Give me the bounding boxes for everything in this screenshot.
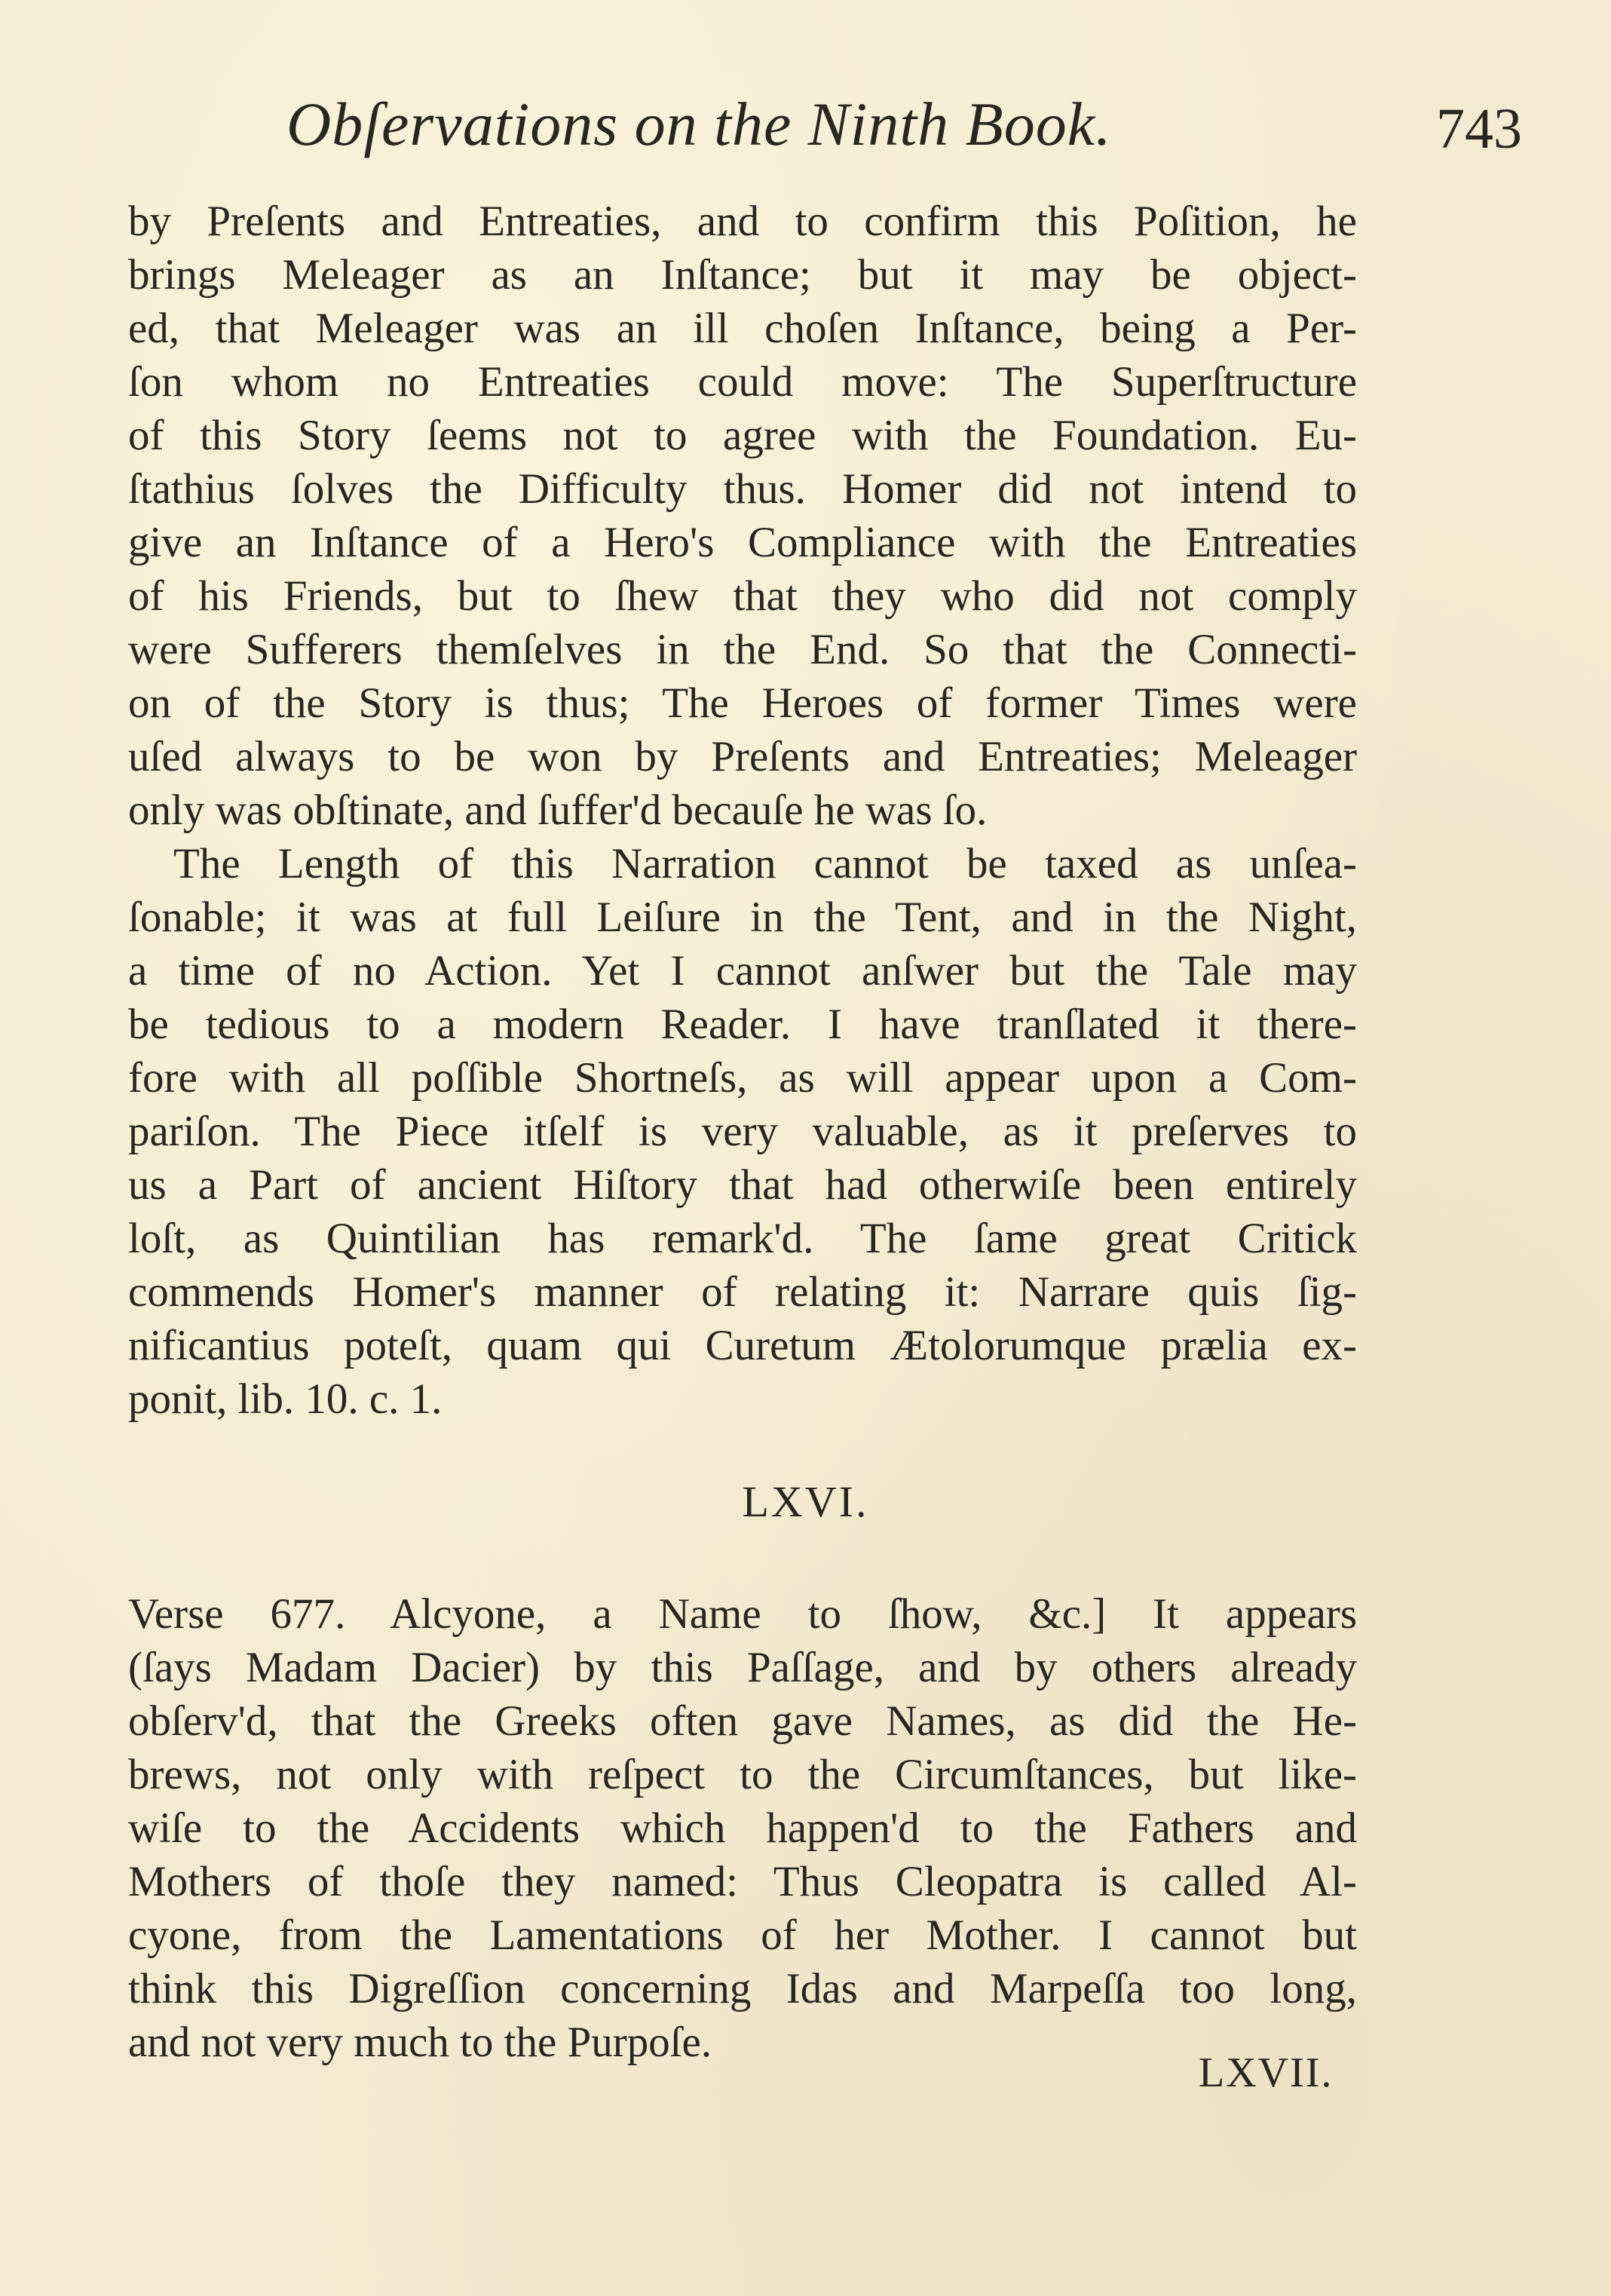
text-line: ſtathius ſolves the Difficulty thus. Homer did not intend to [128,465,1357,513]
text-line: ed, that Meleager was an ill choſen Inſtance, being a Per- [128,305,1357,352]
text-line: commends Homer's manner of relating it: Narrare quis ſig- [128,1268,1357,1316]
text-line: ſon whom no Entreaties could move: The Superſtructure [128,358,1357,406]
text-line: The Length of this Narration cannot be taxed as unſea- [173,840,1357,887]
text-line: of this Story ſeems not to agree with the Foundation. Eu- [128,412,1357,459]
text-line: pariſon. The Piece itſelf is very valuable, as it preſerves to [128,1108,1357,1155]
text-line: on of the Story is thus; The Heroes of former Times were [128,679,1357,727]
text-line: give an Inſtance of a Hero's Compliance with the Entreaties [128,519,1357,566]
running-head: Obſervations on the Ninth Book. [286,90,1112,158]
page-number: 743 [1436,97,1522,161]
text-line: be tedious to a modern Reader. I have tranſlated it there- [128,1001,1357,1048]
text-line: brings Meleager as an Inſtance; but it may be object- [128,251,1357,299]
text-line: (ſays Madam Dacier) by this Paſſage, and by others already [128,1644,1357,1691]
text-line: wiſe to the Accidents which happen'd to the Fathers and [128,1804,1357,1852]
text-line: think this Digreſſion concerning Idas and Marpeſſa too long, [128,1965,1357,2012]
text-line: only was obſtinate, and ſuffer'd becauſe he was ſo. [128,786,988,834]
section-heading: LXVI. [742,1477,869,1526]
text-line: obſerv'd, that the Greeks often gave Names, as did the He- [128,1697,1357,1745]
text-line: cyone, from the Lamentations of her Mother. I cannot but [128,1911,1357,1959]
text-line: a time of no Action. Yet I cannot anſwer but the Tale may [128,947,1357,995]
text-line: brews, not only with reſpect to the Circumſtances, but like- [128,1751,1357,1798]
text-line: Verse 677. Alcyone, a Name to ſhow, &c.] It appears [128,1590,1357,1638]
text-line: of his Friends, but to ſhew that they who did not comply [128,572,1357,620]
text-line: and not very much to the Purpoſe. [128,2019,712,2066]
text-line: nificantius poteſt, quam qui Curetum Ætolorumque prælia ex- [128,1322,1357,1369]
text-line: Mothers of thoſe they named: Thus Cleopatra is called Al- [128,1858,1357,1905]
text-line: ponit, lib. 10. c. 1. [128,1375,443,1423]
catchword: LXVII. [1199,2049,1334,2096]
commentary-block-65 [128,195,1357,1426]
commentary-block-66 [128,1587,1357,2069]
text-line: us a Part of ancient Hiſtory that had otherwiſe been entirely [128,1161,1357,1209]
text-line: loſt, as Quintilian has remark'd. The ſame great Critick [128,1215,1357,1262]
text-line: fore with all poſſible Shortneſs, as will appear upon a Com- [128,1054,1357,1102]
text-line: by Preſents and Entreaties, and to confirm this Poſition, he [128,198,1357,245]
text-line: uſed always to be won by Preſents and Entreaties; Meleager [128,733,1357,780]
text-line: ſonable; it was at full Leiſure in the Tent, and in the Night, [128,894,1357,941]
text-line: were Sufferers themſelves in the End. So that the Connecti- [128,626,1357,673]
